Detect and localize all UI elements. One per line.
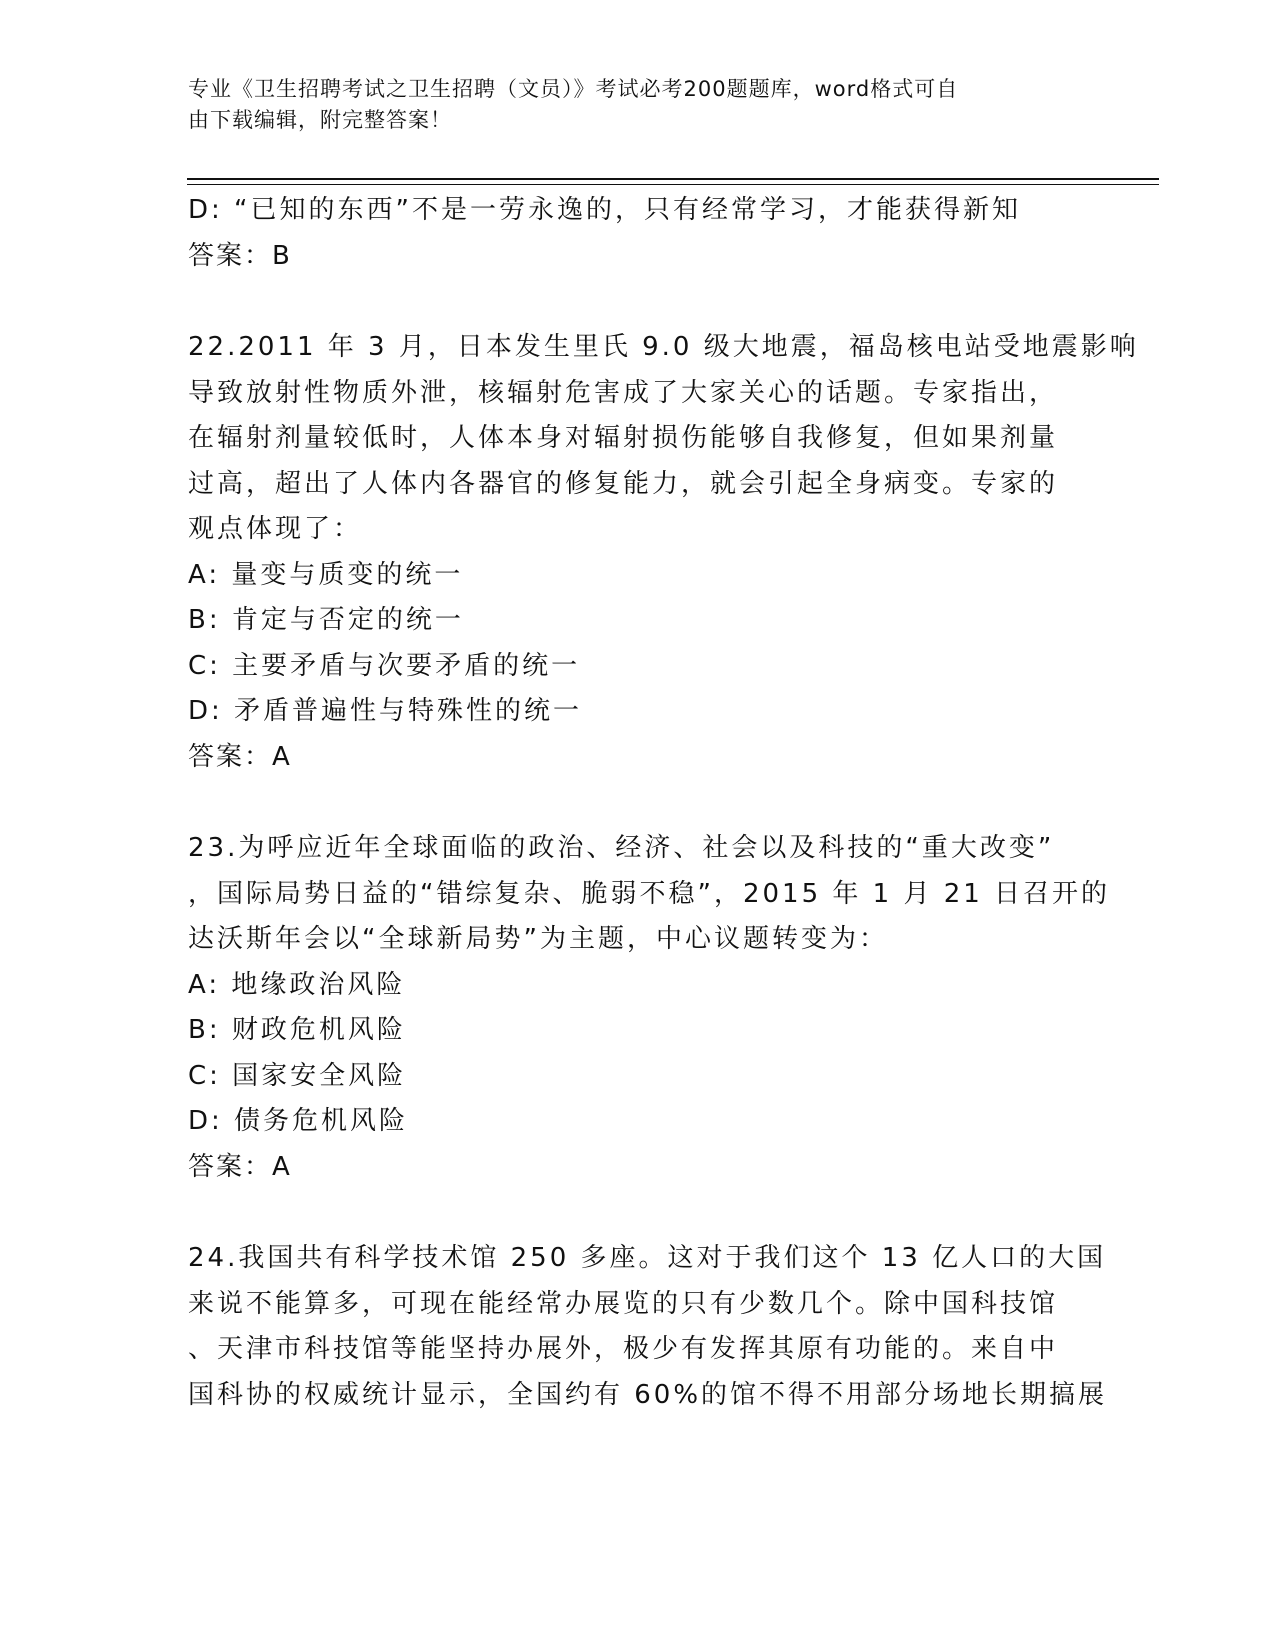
page-header [188, 74, 1068, 136]
header-divider-thin [187, 184, 1159, 185]
question-22 [188, 325, 1139, 780]
header-title-line-2: 由下载编辑，附完整答案！ [188, 108, 452, 132]
option-b: B: 肯定与否定的统一 [188, 605, 464, 635]
stem-line: 22.2011 年 3 月，日本发生里氏 9.0 级大地震，福岛核电站受地震影响 [188, 332, 1139, 362]
option-b: B: 财政危机风险 [188, 1015, 406, 1045]
stem-line: 过高，超出了人体内各器官的修复能力，就会引起全身病变。专家的 [188, 468, 1059, 499]
option-d: D: “已知的东西”不是一劳永逸的，只有经常学习，才能获得新知 [188, 195, 1021, 225]
question-content [188, 188, 1139, 1418]
question-24 [188, 1236, 1108, 1418]
spacer [188, 279, 1088, 325]
spacer [188, 780, 1088, 826]
stem-line: 国科协的权威统计显示，全国约有 60%的馆不得不用部分场地长期搞展 [188, 1379, 1108, 1410]
stem-line: 来说不能算多，可现在能经常办展览的只有少数几个。除中国科技馆 [188, 1288, 1059, 1319]
stem-line: ，国际局势日益的“错综复杂、脆弱不稳”，2015 年 1 月 21 日召开的 [188, 878, 1111, 909]
stem-line: 观点体现了： [188, 514, 363, 544]
question-23 [188, 826, 1111, 1190]
option-c: C: 国家安全风险 [188, 1060, 407, 1091]
option-d: D: 债务危机风险 [188, 1106, 409, 1136]
header-divider-thick [187, 178, 1159, 180]
answer-line: 答案：A [188, 741, 292, 772]
stem-line: 23.为呼应近年全球面临的政治、经济、社会以及科技的“重大改变” [188, 833, 1055, 863]
stem-line: 导致放射性物质外泄，核辐射危害成了大家关心的话题。专家指出， [188, 377, 1059, 408]
answer-line: 答案：B [188, 240, 292, 271]
option-a: A: 量变与质变的统一 [188, 559, 464, 590]
question-stem [188, 826, 1111, 963]
option-a: A: 地缘政治风险 [188, 969, 406, 1000]
stem-line: 达沃斯年会以“全球新局势”为主题，中心议题转变为： [188, 924, 888, 954]
spacer [188, 1190, 1088, 1236]
answer-line: 答案：A [188, 1151, 292, 1182]
stem-line: 在辐射剂量较低时，人体本身对辐射损伤能够自我修复，但如果剂量 [188, 423, 1059, 453]
option-c: C: 主要矛盾与次要矛盾的统一 [188, 650, 581, 681]
header-title-line-1: 专业《卫生招聘考试之卫生招聘（文员）》考试必考200题题库，word格式可自 [188, 77, 959, 101]
stem-line: 24.我国共有科学技术馆 250 多座。这对于我们这个 13 亿人口的大国 [188, 1243, 1107, 1273]
previous-question-tail [188, 188, 1088, 279]
question-stem [188, 325, 1139, 553]
option-d: D: 矛盾普遍性与特殊性的统一 [188, 696, 583, 726]
question-stem [188, 1236, 1108, 1418]
stem-line: 、天津市科技馆等能坚持办展外，极少有发挥其原有功能的。来自中 [188, 1334, 1059, 1364]
